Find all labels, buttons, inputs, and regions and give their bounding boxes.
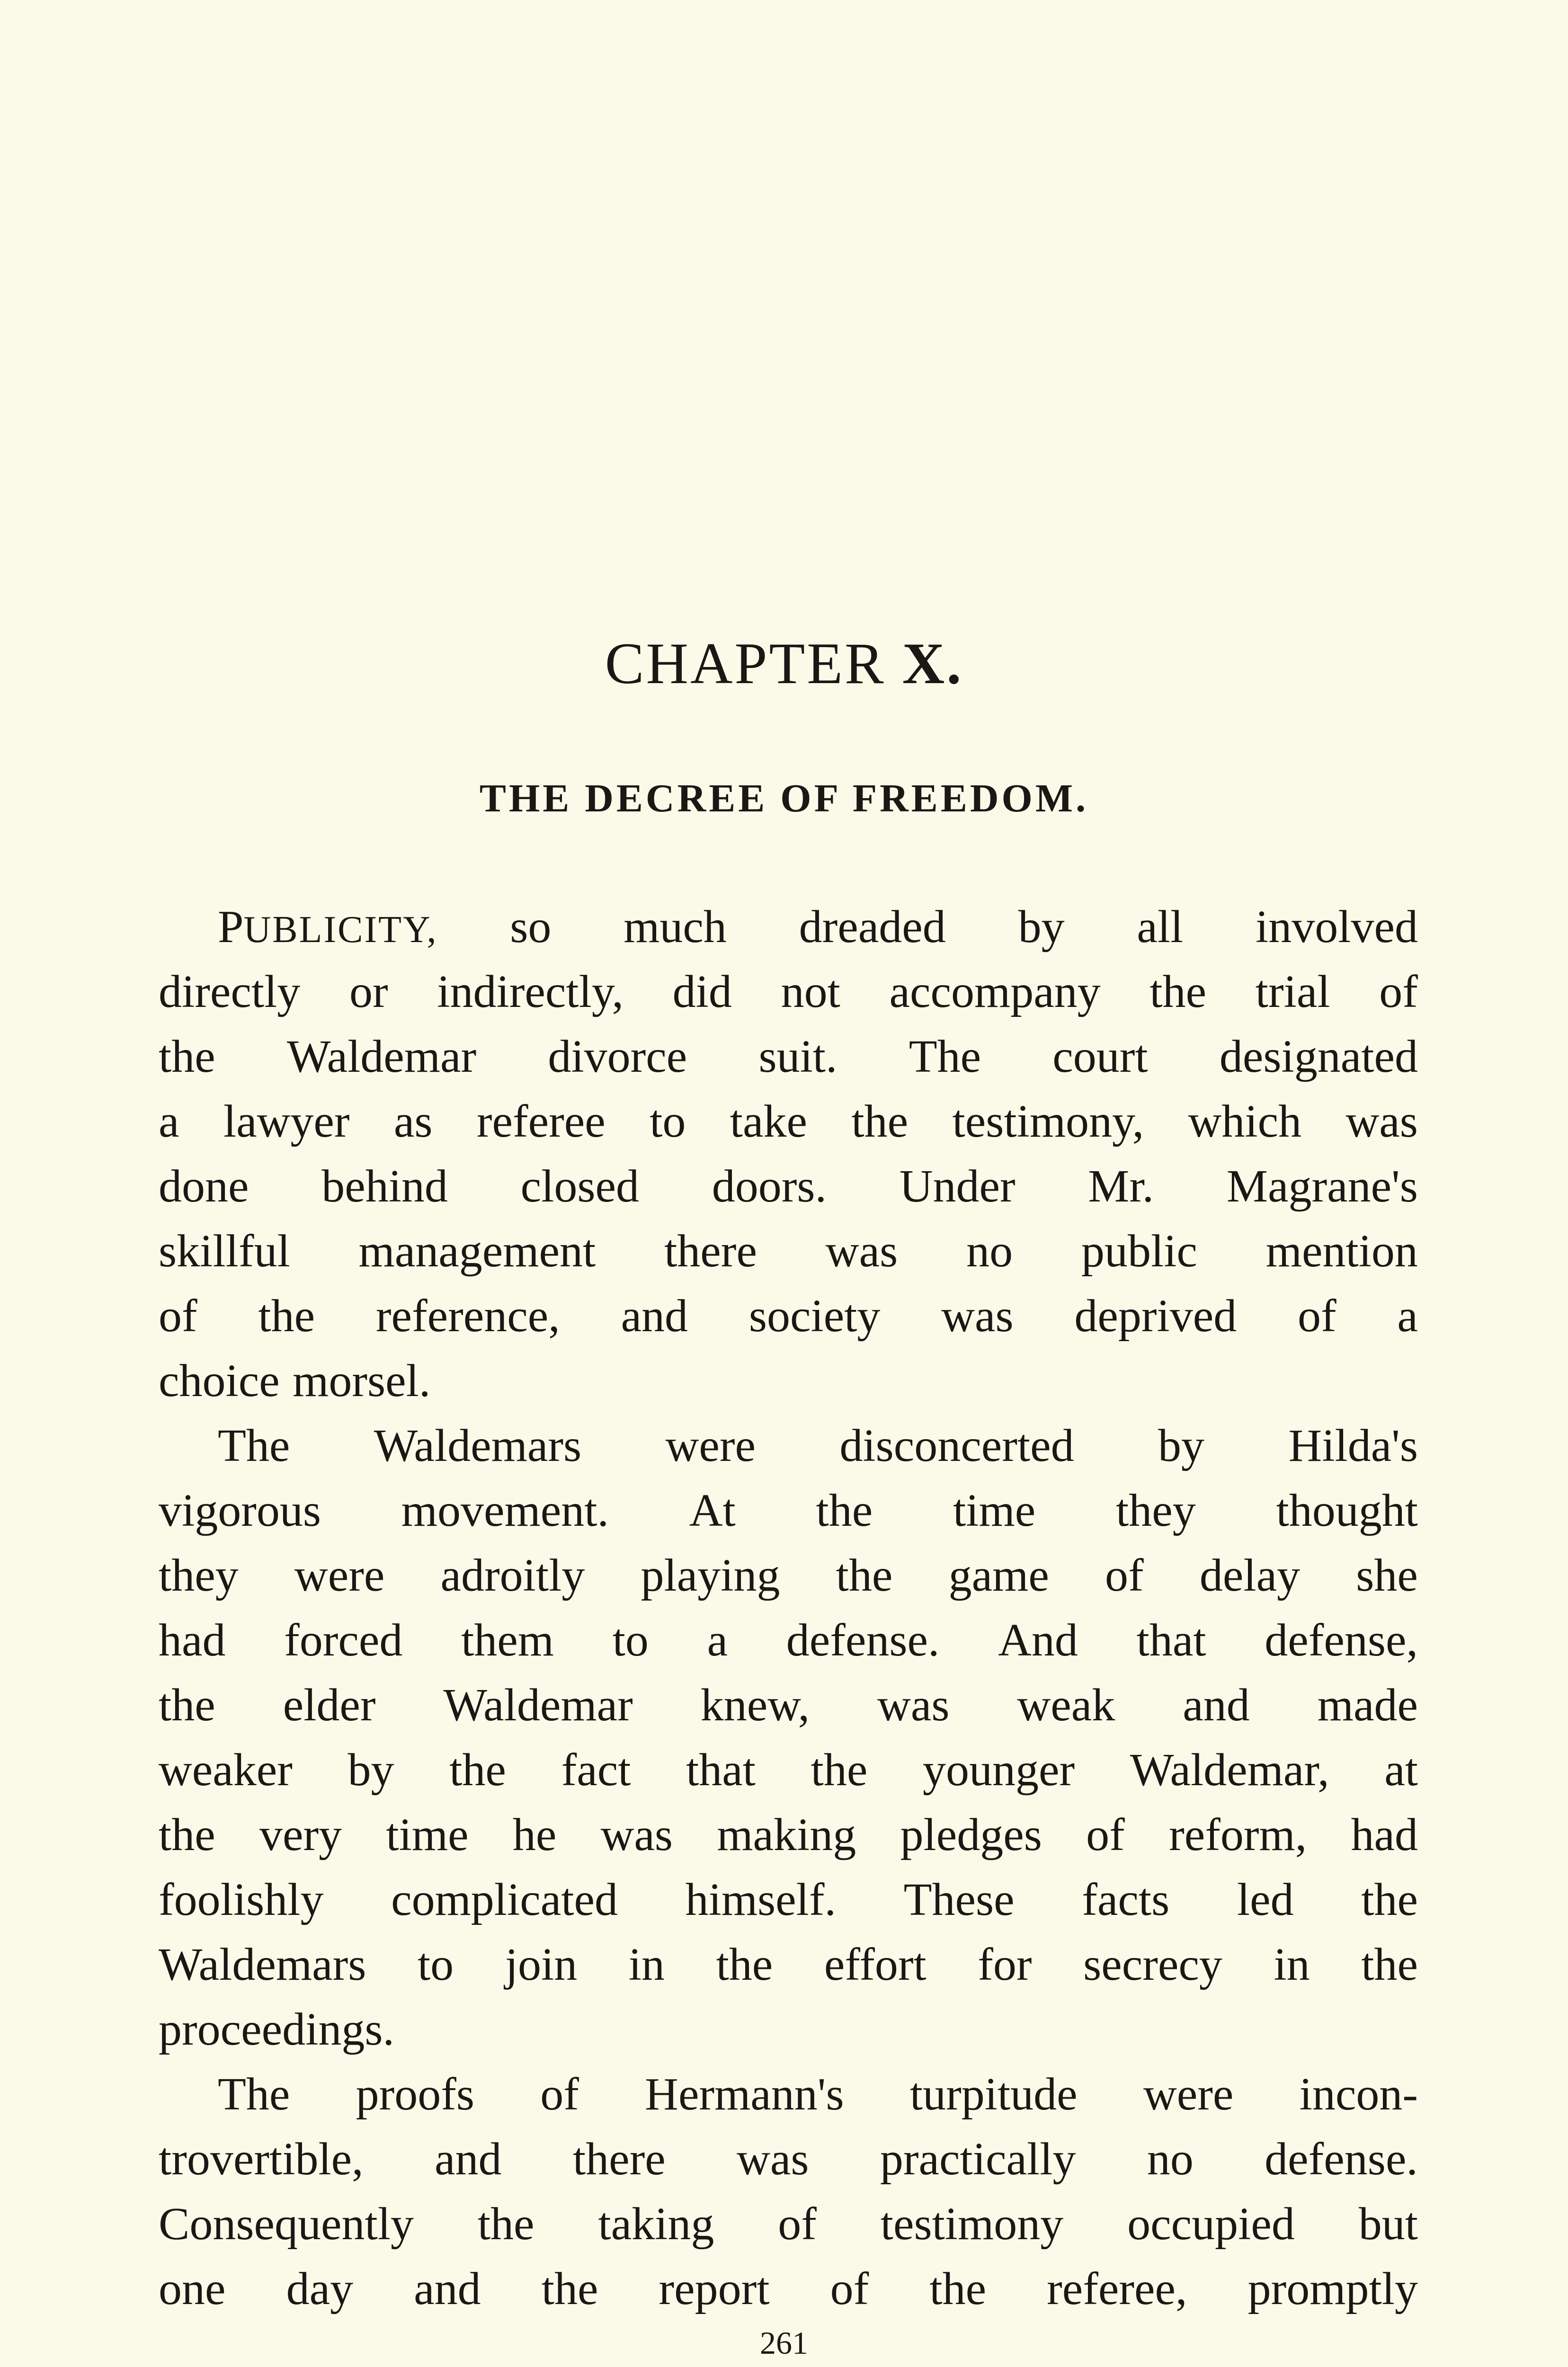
- word: they: [159, 1550, 239, 1601]
- word: as: [393, 1096, 433, 1147]
- word: The: [218, 1420, 290, 1471]
- text-line: [159, 2127, 1418, 2192]
- word: for: [978, 1939, 1032, 1990]
- text-line: [159, 2257, 1418, 2322]
- word: occupied: [1127, 2198, 1295, 2250]
- word: designated: [1219, 1031, 1418, 1082]
- word: much: [624, 901, 727, 952]
- word: the: [159, 1809, 215, 1860]
- word: movement.: [401, 1485, 609, 1536]
- text-line: [159, 1284, 1418, 1349]
- word: was: [1345, 1096, 1418, 1147]
- chapter-number: X.: [902, 631, 963, 696]
- word: thought: [1276, 1485, 1418, 1536]
- word: Waldemars: [159, 1939, 366, 1990]
- text-line: [159, 2192, 1418, 2257]
- text-line: [159, 1673, 1418, 1738]
- word: facts: [1082, 1874, 1170, 1925]
- word: taking: [598, 2198, 714, 2250]
- word: all: [1137, 901, 1184, 952]
- word: the: [811, 1744, 868, 1796]
- word: society: [748, 1290, 881, 1342]
- word: himself.: [685, 1874, 837, 1925]
- body-text: [159, 895, 1418, 2322]
- word: was: [600, 1809, 673, 1860]
- word: proofs: [356, 2069, 475, 2120]
- word: closed: [520, 1161, 639, 1212]
- word: she: [1356, 1550, 1418, 1601]
- word: by: [1018, 901, 1065, 952]
- word: Consequently: [159, 2198, 414, 2250]
- word: or: [349, 966, 388, 1017]
- text-line: [159, 1349, 1418, 1414]
- word: effort: [824, 1939, 927, 1990]
- word: referee,: [1047, 2263, 1187, 2314]
- word: The: [218, 2069, 290, 2120]
- text-line: [159, 1089, 1418, 1154]
- word: the: [836, 1550, 893, 1601]
- word: trovertible,: [159, 2134, 364, 2185]
- word: deprived: [1074, 1290, 1237, 1342]
- word: indirectly,: [437, 966, 624, 1017]
- text-line: [159, 1543, 1418, 1608]
- word: defense.: [1265, 2134, 1418, 2185]
- word: one: [159, 2263, 226, 2314]
- word: defense.: [786, 1615, 940, 1666]
- text-line: [159, 1608, 1418, 1673]
- word: weak: [1017, 1680, 1115, 1731]
- chapter-title: THE DECREE OF FREEDOM.: [479, 776, 1089, 820]
- text-line: [159, 1997, 1418, 2062]
- word: proceedings.: [159, 2004, 394, 2055]
- word: Waldemars: [374, 1420, 582, 1471]
- word: The: [909, 1031, 981, 1082]
- word: so: [510, 901, 552, 952]
- word: reform,: [1169, 1809, 1307, 1860]
- word: and: [414, 2263, 481, 2314]
- word: the: [929, 2263, 987, 2314]
- word: mention: [1265, 1226, 1418, 1277]
- word: behind: [321, 1161, 448, 1212]
- word: fact: [561, 1744, 631, 1796]
- word: of: [1086, 1809, 1125, 1860]
- text-line: [159, 1154, 1418, 1219]
- word: the: [1361, 1874, 1418, 1925]
- page-number: 261: [760, 2325, 808, 2361]
- word: accompany: [889, 966, 1101, 1017]
- word: public: [1081, 1226, 1197, 1277]
- word: younger: [923, 1744, 1075, 1796]
- word: court: [1052, 1031, 1148, 1082]
- text-line: [159, 1738, 1418, 1803]
- word: in: [1274, 1939, 1310, 1990]
- word: Hermann's: [645, 2069, 844, 2120]
- word: Waldemar: [443, 1680, 633, 1731]
- word: reference,: [375, 1290, 560, 1342]
- word: had: [1351, 1809, 1418, 1860]
- word: Mr.: [1088, 1161, 1154, 1212]
- word: to: [650, 1096, 686, 1147]
- word: disconcerted: [839, 1420, 1074, 1471]
- word: no: [966, 1226, 1013, 1277]
- word: the: [716, 1939, 773, 1990]
- word: the: [816, 1485, 873, 1536]
- word: forced: [284, 1615, 403, 1666]
- word: there: [664, 1226, 757, 1277]
- word: in: [628, 1939, 665, 1990]
- word: did: [672, 966, 732, 1017]
- text-line: [159, 1414, 1418, 1478]
- text-line: [159, 895, 1418, 960]
- word: doors.: [712, 1161, 827, 1212]
- word: complicated: [391, 1874, 618, 1925]
- text-line: [159, 1478, 1418, 1543]
- word: PUBLICITY,: [218, 901, 438, 952]
- word: divorce: [548, 1031, 687, 1082]
- word: practically: [880, 2134, 1076, 2185]
- word: report: [659, 2263, 770, 2314]
- word: And: [998, 1615, 1078, 1666]
- word: At: [689, 1485, 736, 1536]
- word: testimony: [880, 2198, 1064, 2250]
- word: involved: [1256, 901, 1418, 952]
- word: suit.: [758, 1031, 837, 1082]
- word: which: [1188, 1096, 1302, 1147]
- word: making: [717, 1809, 856, 1860]
- word: done: [159, 1161, 249, 1212]
- word: delay: [1199, 1550, 1301, 1601]
- word: that: [1136, 1615, 1206, 1666]
- word: had: [159, 1615, 226, 1666]
- text-line: [159, 1803, 1418, 1868]
- text-line: [159, 1024, 1418, 1089]
- word: by: [347, 1744, 394, 1796]
- word: foolishly: [159, 1874, 324, 1925]
- word: pledges: [900, 1809, 1042, 1860]
- word: that: [686, 1744, 756, 1796]
- word: but: [1358, 2198, 1418, 2250]
- word: of: [540, 2069, 579, 2120]
- word: defense,: [1265, 1615, 1418, 1666]
- word: day: [286, 2263, 354, 2314]
- word: These: [903, 1874, 1015, 1925]
- word: at: [1384, 1744, 1418, 1796]
- word: join: [505, 1939, 578, 1990]
- word: Magrane's: [1226, 1161, 1418, 1212]
- word: were: [1143, 2069, 1234, 2120]
- text-line: [159, 1868, 1418, 1932]
- word: weaker: [159, 1744, 293, 1796]
- word: made: [1317, 1680, 1418, 1731]
- word: the: [477, 2198, 535, 2250]
- text-line: [159, 1219, 1418, 1284]
- word: take: [730, 1096, 808, 1147]
- word: not: [781, 966, 840, 1017]
- word: was: [737, 2134, 809, 2185]
- word: lawyer: [223, 1096, 350, 1147]
- word: referee: [476, 1096, 606, 1147]
- word: vigorous: [159, 1485, 321, 1536]
- word: directly: [159, 966, 301, 1017]
- word: adroitly: [440, 1550, 585, 1601]
- word: there: [572, 2134, 666, 2185]
- word: of: [830, 2263, 869, 2314]
- word: trial: [1255, 966, 1330, 1017]
- word: was: [941, 1290, 1014, 1342]
- text-line: [159, 1932, 1418, 1997]
- word: a: [707, 1615, 728, 1666]
- word: dreaded: [799, 901, 946, 952]
- word: of: [1379, 966, 1418, 1017]
- word: they: [1116, 1485, 1196, 1536]
- word: the: [258, 1290, 315, 1342]
- word: to: [612, 1615, 649, 1666]
- word: Hilda's: [1288, 1420, 1418, 1471]
- word: choice: [159, 1355, 280, 1406]
- word: promptly: [1247, 2263, 1418, 2314]
- word: skillful: [159, 1226, 290, 1277]
- word: management: [358, 1226, 596, 1277]
- word: a: [1397, 1290, 1418, 1342]
- word: of: [1298, 1290, 1336, 1342]
- word: was: [877, 1680, 950, 1731]
- word: game: [948, 1550, 1049, 1601]
- word: to: [417, 1939, 454, 1990]
- chapter-label: CHAPTER: [605, 631, 886, 696]
- word: of: [778, 2198, 817, 2250]
- word: elder: [283, 1680, 376, 1731]
- word: Waldemar: [286, 1031, 477, 1082]
- word: led: [1237, 1874, 1294, 1925]
- word: of: [159, 1290, 197, 1342]
- word: knew,: [700, 1680, 810, 1731]
- word: was: [825, 1226, 898, 1277]
- word: by: [1158, 1420, 1205, 1471]
- word: incon-: [1299, 2069, 1418, 2120]
- word: secrecy: [1083, 1939, 1222, 1990]
- word: them: [461, 1615, 554, 1666]
- word: morsel.: [293, 1355, 431, 1406]
- word: no: [1147, 2134, 1194, 2185]
- word: the: [1149, 966, 1207, 1017]
- text-line: [159, 960, 1418, 1024]
- word: of: [1105, 1550, 1144, 1601]
- word: turpitude: [909, 2069, 1078, 2120]
- word: and: [1183, 1680, 1250, 1731]
- text-line: [159, 2062, 1418, 2127]
- word: the: [1361, 1939, 1418, 1990]
- word: he: [512, 1809, 557, 1860]
- word: a: [159, 1096, 179, 1147]
- chapter-heading: [0, 631, 1568, 696]
- word: the: [449, 1744, 506, 1796]
- word: were: [665, 1420, 756, 1471]
- word: the: [541, 2263, 598, 2314]
- word: and: [621, 1290, 688, 1342]
- word: Waldemar,: [1130, 1744, 1329, 1796]
- word: playing: [641, 1550, 780, 1601]
- word: and: [435, 2134, 502, 2185]
- word: the: [159, 1680, 215, 1731]
- word: were: [294, 1550, 385, 1601]
- word: Under: [899, 1161, 1016, 1212]
- word: the: [159, 1031, 215, 1082]
- word: the: [851, 1096, 909, 1147]
- word: testimony,: [952, 1096, 1144, 1147]
- word: time: [953, 1485, 1036, 1536]
- word: time: [386, 1809, 469, 1860]
- word: very: [259, 1809, 342, 1860]
